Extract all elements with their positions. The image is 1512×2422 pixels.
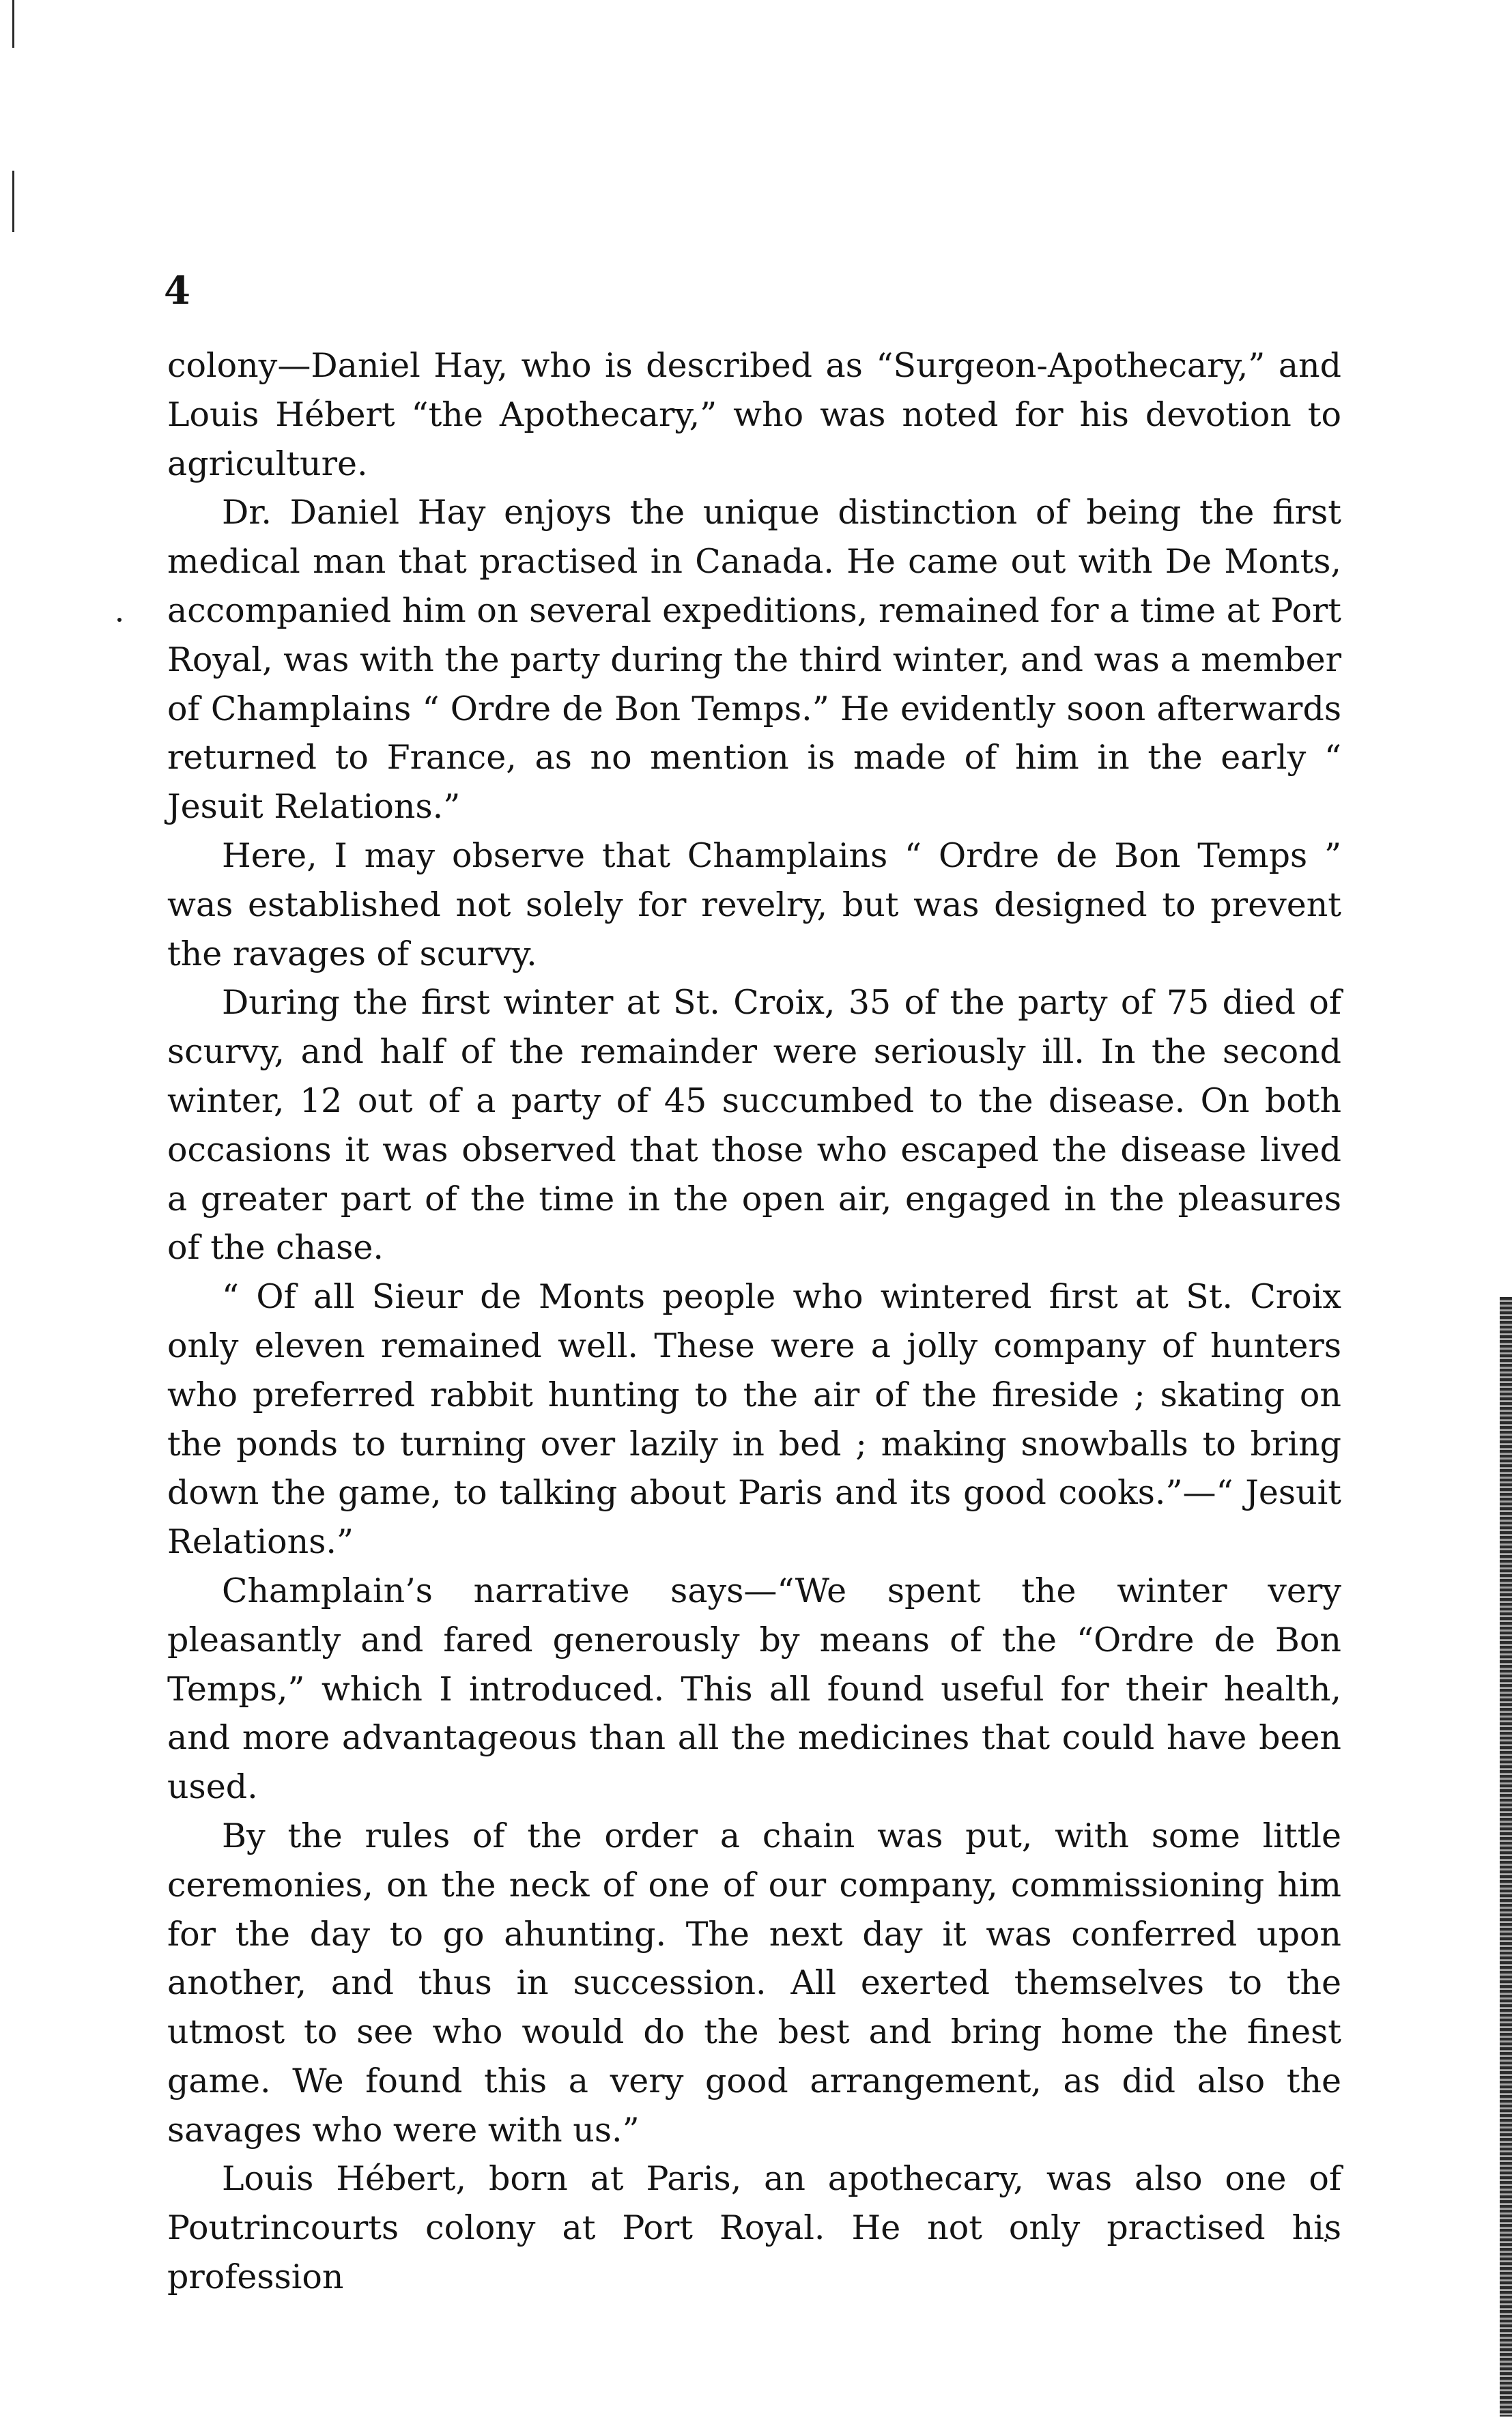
- scan-edge-mark-mid: [12, 171, 14, 232]
- body-text: [167, 341, 1341, 2302]
- page-number: 4: [164, 268, 190, 313]
- scan-edge-strip: [1500, 1297, 1512, 2417]
- paragraph: Champlain’s narrative says—“We spent the winter very pleasantly and fared generously by means of the “Ordre de Bon Temps,” which I introduced. This all found useful for their health, and more advantageous than all the medicines that could have been used.: [167, 1571, 1341, 1807]
- paragraph: “ Of all Sieur de Monts people who wintered first at St. Croix only eleven remained well. These were a jolly company of hunters who preferred rabbit hunting to the air of the fireside ; skating on the ponds to turning over lazily in bed ; making snowballs to bring down the game, to talking about Paris and its good cooks.”—“ Jesuit Relations.”: [167, 1277, 1341, 1562]
- paragraph: During the first winter at St. Croix, 35 of the party of 75 died of scurvy, and half of the remainder were seriously ill. In the second winter, 12 out of a party of 45 succumbed to the disease. On both occasions it was observed that those who escaped the disease lived a greater part of the time in the open air, engaged in the pleasures of the chase.: [167, 983, 1341, 1268]
- paragraph: Here, I may observe that Champlains “ Ordre de Bon Temps ” was established not solely for revelry, but was designed to prevent the ravages of scurvy.: [167, 836, 1341, 973]
- paragraph: Louis Hébert, born at Paris, an apothecary, was also one of Poutrincourts colony at Port Royal. He not only practised his profession: [167, 2159, 1341, 2297]
- paragraph: colony—Daniel Hay, who is described as “Surgeon-Apothecary,” and Louis Hébert “the Apothecary,” who was noted for his devotion to agriculture.: [167, 346, 1341, 483]
- paragraph: By the rules of the order a chain was put, with some little ceremonies, on the neck of one of our company, commissioning him for the day to go ahunting. The next day it was conferred upon another, and thus in succession. All exerted themselves to the utmost to see who would do the best and bring home the finest game. We found this a very good arrangement, as did also the savages who were with us.”: [167, 1816, 1341, 2150]
- scan-edge-mark-top: [12, 0, 14, 48]
- paragraph: Dr. Daniel Hay enjoys the unique distinction of being the first medical man that practised in Canada. He came out with De Monts, accompanied him on several expeditions, remained for a time at Port Royal, was with the party during the third winter, and was a member of Champlains “ Ordre de Bon Temps.” He evidently soon afterwards returned to France, as no mention is made of him in the early “ Jesuit Relations.”: [167, 493, 1341, 827]
- scan-speck: [117, 618, 122, 622]
